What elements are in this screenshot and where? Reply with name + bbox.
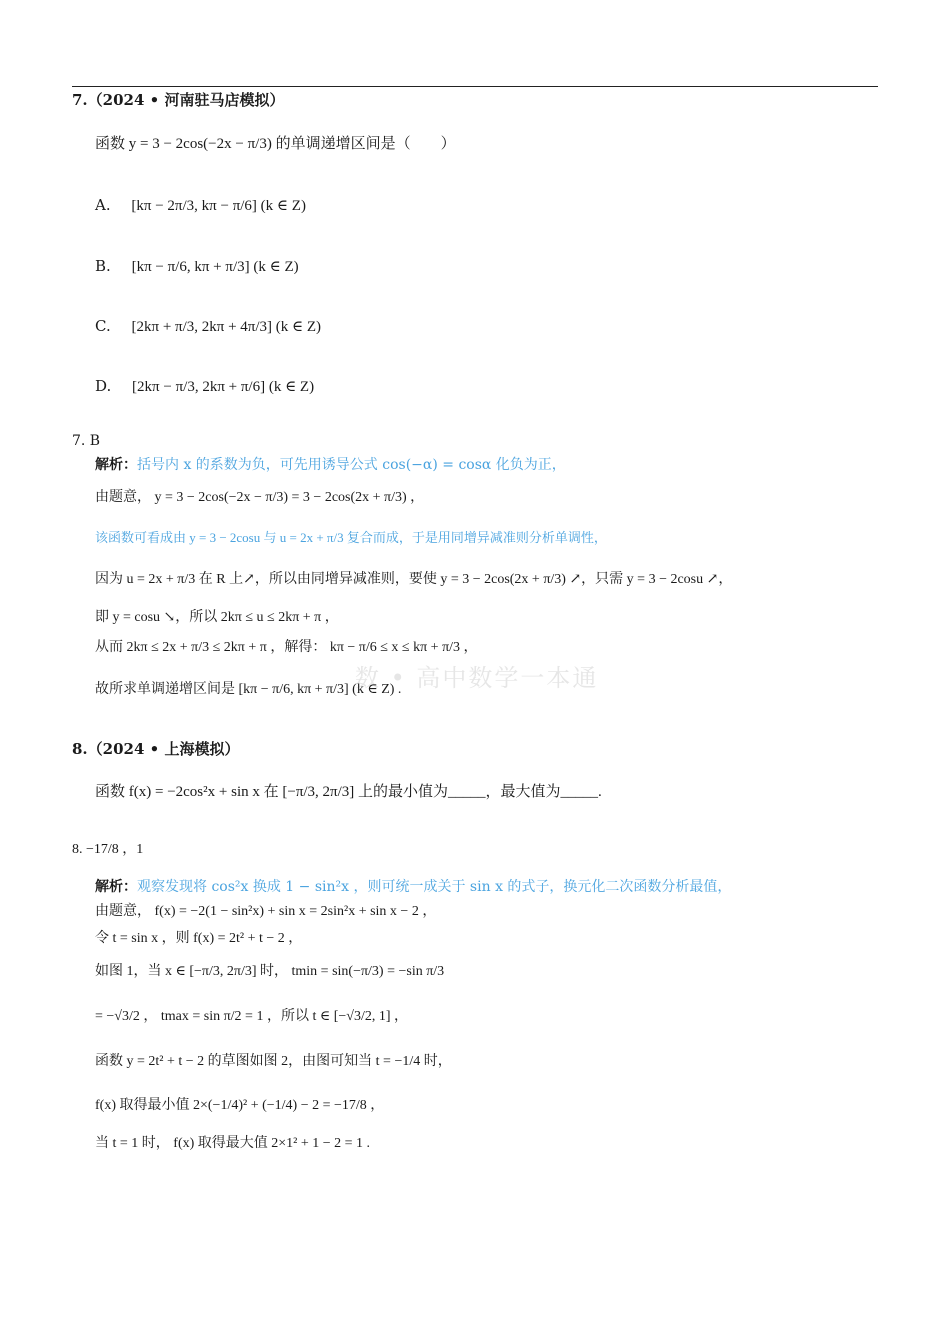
analysis-text: 括号内 x 的系数为负，可先用诱导公式 cos(−α) = cosα 化负为正， xyxy=(137,457,566,473)
q7-header: 7.（2024 • 河南驻马店模拟） xyxy=(72,91,285,109)
a8-line-7: 当 t = 1 时， f(x) 取得最大值 2×1² + 1 − 2 = 1 . xyxy=(95,1136,371,1151)
q7-option-d xyxy=(95,376,314,397)
q8-header: 8.（2024 • 上海模拟） xyxy=(72,740,240,758)
q7-option-a xyxy=(95,195,306,216)
q7-option-c xyxy=(95,316,321,337)
option-c-label: C. xyxy=(95,317,111,335)
a8-analysis xyxy=(95,877,731,897)
option-a-text: [kπ − 2π/3, kπ − π/6] (k ∈ Z) xyxy=(131,198,306,214)
analysis-label: 解析： xyxy=(95,457,137,473)
a8-line-1: 由题意， f(x) = −2(1 − sin²x) + sin x = 2sin²x + sin x − 2 ， xyxy=(95,904,437,919)
q8-stem: 函数 f(x) = −2cos²x + sin x 在 [−π/3, 2π/3] 上的最小值为_____，最大值为_____. xyxy=(95,784,602,800)
a7-line-3: 因为 u = 2x + π/3 在 R 上↗，所以由同增异减准则，要使 y = 3 − 2cos(2x + π/3) ↗，只需 y = 3 − 2cosu ↗， xyxy=(95,572,733,587)
a7-analysis xyxy=(95,455,566,475)
a8-line-2: 令 t = sin x ，则 f(x) = 2t² + t − 2 ， xyxy=(95,931,303,946)
a8-line-4: = −√3/2 ， tmax = sin π/2 = 1 ，所以 t ∈ [−√3/2, 1] ， xyxy=(95,1009,408,1024)
analysis-text: 观察发现将 cos²x 换成 1 − sin²x ，则可统一成关于 sin x 的式子，换元化二次函数分析最值， xyxy=(137,879,732,895)
option-b-text: [kπ − π/6, kπ + π/3] (k ∈ Z) xyxy=(131,259,299,275)
watermark: 数 • 高中数学一本通 xyxy=(355,664,599,692)
option-d-text: [2kπ − π/3, 2kπ + π/6] (k ∈ Z) xyxy=(132,379,315,395)
option-c-text: [2kπ + π/3, 2kπ + 4π/3] (k ∈ Z) xyxy=(131,319,322,335)
option-d-label: D. xyxy=(95,377,112,395)
q7-stem: 函数 y = 3 − 2cos(−2x − π/3) 的单调递增区间是（ ） xyxy=(95,136,456,152)
analysis-label: 解析： xyxy=(95,879,137,895)
a8-answer: 8. −17/8 ，1 xyxy=(72,842,144,857)
option-b-label: B. xyxy=(95,257,111,275)
a7-line-1: 由题意， y = 3 − 2cos(−2x − π/3) = 3 − 2cos(2x + π/3) ， xyxy=(95,490,425,505)
a7-line-6: 故所求单调递增区间是 [kπ − π/6, kπ + π/3] (k ∈ Z) . xyxy=(95,682,402,697)
option-a-label: A. xyxy=(95,196,111,214)
q7-option-b xyxy=(95,256,299,277)
a8-line-6: f(x) 取得最小值 2×(−1/4)² + (−1/4) − 2 = −17/8 ， xyxy=(95,1098,385,1113)
a7-answer: 7. B xyxy=(72,433,101,449)
a7-line-4: 即 y = cosu ↘，所以 2kπ ≤ u ≤ 2kπ + π ， xyxy=(95,610,339,625)
a8-line-3: 如图 1，当 x ∈ [−π/3, 2π/3] 时， tmin = sin(−π/3) = −sin π/3 xyxy=(95,964,445,979)
a7-line-2: 该函数可看成由 y = 3 − 2cosu 与 u = 2x + π/3 复合而成，于是用同增异减准则分析单调性， xyxy=(95,530,607,545)
a8-line-5: 函数 y = 2t² + t − 2 的草图如图 2，由图可知当 t = −1/4 时， xyxy=(95,1054,452,1069)
a7-line-5: 从而 2kπ ≤ 2x + π/3 ≤ 2kπ + π ，解得： kπ − π/6 ≤ x ≤ kπ + π/3 ， xyxy=(95,640,478,655)
top-rule xyxy=(72,86,878,87)
